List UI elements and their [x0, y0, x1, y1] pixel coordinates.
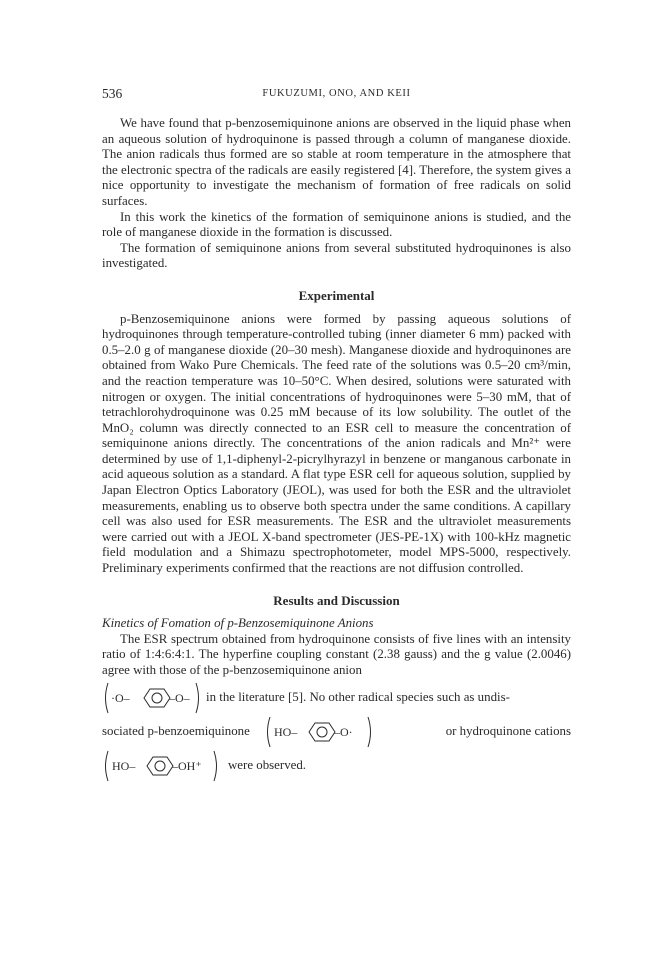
page-number: 536: [102, 86, 123, 101]
formula-line-2-text-b: or hydroquinone cations: [445, 723, 571, 738]
formula-line-3-text: were observed.: [228, 757, 307, 772]
anion-left-group: ·O–: [111, 690, 130, 705]
running-title: FUKUZUMI, ONO, AND KEII: [262, 88, 411, 99]
intro-paragraph-1: We have found that p-benzosemiquinone anions are observed in the liquid phase when an aqueous solution of hydroquinone is passed through a column of manganese dioxide. The anion radicals thus formed are so stable at room temperature in the atmosphere that the electronic spectra of the radicals are easily registered [4]. Therefore, the system gives a nice opportunity to investigate the mechanism of formation of free radicals on solid surfaces.: [102, 116, 571, 208]
intro-paragraph-2: In this work the kinetics of the formation of semiquinone anions is studied, and the role of manganese dioxide in the formation is discussed.: [102, 209, 571, 240]
experimental-paragraph: p-Benzosemiquinone anions were formed by passing aqueous solutions of hydroquinones through temperature-controlled tubing (inner diameter 6 mm) packed with 0.5–2.0 g of manganese dioxide (20–30 mesh). Manganese dioxide and hydroquinones are obtained from Wako Pure Chemicals. The feed rate of the solutions was 0.5–20 cm³/min, and the reaction temperature was 10–50°C. When desired, solutions were saturated with nitrogen or oxygen. The initial concentrations of hydroquinones were 5–30 mM, that of tetrachlorohydroquinone was 0.25 mM because of its low solubility. The outlet of the MnO₂ column was directly connected to an ESR cell to measure the concentration of semiquinone anions directly. The concentrations of the anion radicals and Mn²⁺ were determined by use of 1,1-diphenyl-2-picrylhyrazyl in benzene or manganous carbonate in acid aqueous solution as a standard. A flat type ESR cell for aqueous solution, supplied by Japan Electron Optics Laboratory (JEOL), was used for both the ESR and the ultraviolet measurements, enabling us to observe both spectra under the same conditions. A capillary cell was also used for ESR measurements. The ESR and the ultraviolet measurements were carried out with a JEOL X-band spectrometer (JES-PE-1X) with 100-kHz magnetic field modulation and a Shimazu spectrophotometer, model MPS-5000, respectively. Preliminary experiments confirmed that the reactions are not diffusion controlled.: [102, 311, 571, 576]
experimental-heading: Experimental: [298, 287, 375, 303]
intro-paragraph-3: The formation of semiquinone anions from several substituted hydroquinones is also investigated.: [102, 240, 571, 271]
page-header: [102, 86, 571, 110]
undissociated-left-group: HO–: [273, 724, 298, 739]
undissociated-semiquinone-structure: [264, 715, 374, 749]
cation-left-group: HO–: [112, 758, 136, 773]
hydroquinone-cation-structure: [102, 749, 220, 783]
results-paragraph: The ESR spectrum obtained from hydroquinone consists of five lines with an intensity ratio of 1:4:6:4:1. The hyperfine coupling constant (2.38 gauss) and the g value (2.0046) agree with those of the p-benzosemiquinone anion: [102, 631, 571, 677]
formula-line-3: [102, 749, 571, 783]
cation-right-group: –OH⁺: [172, 758, 202, 773]
formula-line-2: [102, 715, 571, 749]
semiquinone-anion-structure: [102, 681, 202, 715]
formula-line-1: [102, 681, 571, 715]
formula-line-1-text: in the literature [5]. No other radical species such as undis-: [206, 689, 510, 704]
undissociated-right-group: –O·: [333, 724, 353, 739]
anion-right-group: –O–: [169, 690, 190, 705]
formula-line-2-text-a: sociated p-benzoemiquinone: [102, 723, 250, 738]
results-heading: Results and Discussion: [273, 592, 400, 608]
paper-page: [102, 86, 571, 783]
results-subheading: Kinetics of Fomation of p-Benzosemiquinone Anions: [102, 616, 374, 631]
